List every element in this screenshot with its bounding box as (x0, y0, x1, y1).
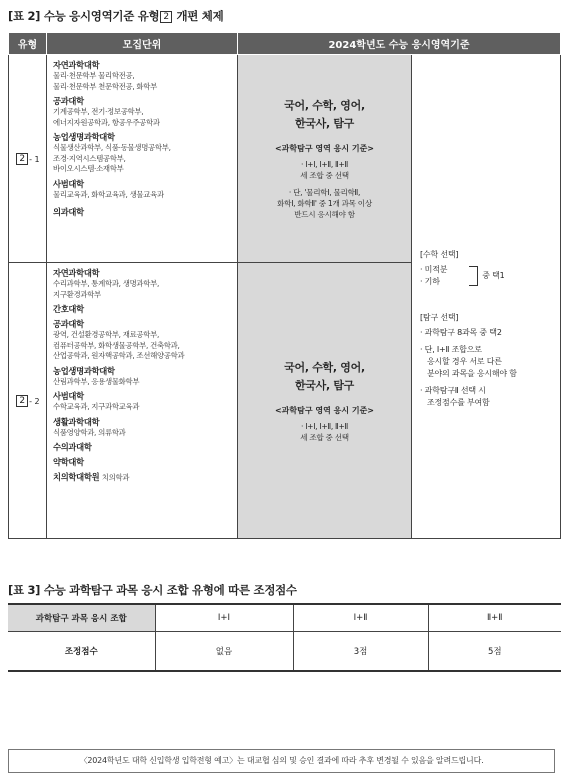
score-2-2: 5점 (428, 632, 561, 672)
subjects-line: 국어, 수학, 영어, (284, 360, 365, 374)
dept-line: 치의학과 (101, 473, 130, 482)
dept-line: 에너지자원공학과, 항공우주공학과 (53, 117, 160, 127)
dept-line: 지구환경과학부 (53, 289, 101, 299)
dept-line: 광역, 건설환경공학부, 재료공학부, (53, 330, 159, 339)
college-name: 의과대학 (53, 207, 84, 217)
header-combination: 과학탐구 과목 응시 조합 (8, 604, 155, 632)
criteria-2-1 (238, 55, 412, 263)
college-name: 사범대학 (53, 178, 84, 189)
table3-row (8, 632, 561, 672)
header-1-2: Ⅰ+Ⅱ (293, 604, 428, 632)
dept-line: 물리·천문학부 천문학전공, 화학부 (53, 81, 157, 91)
inquiry-bullet: · 단, Ⅰ+Ⅱ 조합으로 (420, 344, 482, 354)
college-name: 치의학대학원 (53, 472, 100, 482)
table3-header-row (8, 604, 561, 632)
boxed-number: 2 (16, 395, 28, 407)
college-name: 수의과대학 (53, 442, 92, 452)
dept-line: 산림과학부, 응용생물화학부 (53, 376, 140, 386)
header-type: 유형 (9, 33, 47, 55)
boxed-number: 2 (160, 11, 171, 23)
dept-line: 조경·지역시스템공학부, (53, 153, 126, 163)
math-selection-title: [수학 선택] (420, 249, 459, 259)
dept-line: 수학교육과, 지구과학교육과 (53, 402, 140, 411)
criteria-line: · Ⅰ+Ⅰ, Ⅰ+Ⅱ, Ⅱ+Ⅱ (300, 421, 348, 431)
boxed-number: 2 (16, 153, 28, 165)
table2 (8, 32, 561, 539)
math-option: · 미적분 (420, 264, 448, 274)
header-1-1: Ⅰ+Ⅰ (155, 604, 293, 632)
inquiry-bullet-cont: 분야의 과목을 응시해야 함 (427, 368, 517, 378)
criteria-line: 세 조합 중 선택 (300, 171, 349, 180)
header-units: 모집단위 (47, 33, 238, 55)
criteria-line: 세 조합 중 선택 (300, 432, 349, 442)
inquiry-bullet: · 과학탐구 8과목 중 택2 (420, 327, 502, 337)
dept-line: 바이오시스템·소재학부 (53, 164, 124, 173)
college-name: 생활과학대학 (53, 416, 100, 427)
notice-box: 〈2024학년도 대학 신입학생 입학전형 예고〉는 대교협 심의 및 승인 결과에 따라 추후 변경될 수 있음을 알려드립니다. (8, 749, 555, 773)
dept-line: 식품영양학과, 의류학과 (53, 427, 126, 437)
dept-line: 식물생산과학부, 식품·동물생명공학부, (53, 143, 171, 152)
math-option: · 기하 (420, 276, 440, 286)
college-name: 자연과학대학 (53, 268, 100, 278)
criteria-line: 화학Ⅰ, 화학Ⅱ' 중 1개 과목 이상 (277, 199, 372, 208)
criteria-2-2 (238, 263, 412, 539)
selection-info (412, 55, 561, 539)
table3 (8, 603, 561, 672)
dept-line: 컴퓨터공학부, 화학생물공학부, 건축학과, (53, 340, 180, 350)
bracket (469, 266, 478, 286)
math-choice: 중 택1 (482, 270, 505, 280)
table3-title: [표 3] 수능 과학탐구 과목 응시 조합 유형에 따른 조정점수 (8, 583, 297, 597)
subjects-line: 한국사, 탐구 (294, 117, 355, 130)
score-1-2: 3점 (293, 632, 428, 672)
college-name: 자연과학대학 (53, 60, 100, 70)
college-name: 공과대학 (53, 319, 84, 329)
criteria-line: · 단, '물리학Ⅰ, 물리학Ⅱ, (288, 188, 361, 197)
college-name: 사범대학 (53, 391, 84, 401)
inquiry-bullet-cont: 응시할 경우 서로 다른 (427, 356, 502, 366)
inquiry-selection-title: [탐구 선택] (420, 312, 459, 322)
type-2-1: 2 - 1 (9, 55, 47, 263)
college-name: 농업생명과학대학 (53, 365, 115, 376)
college-name: 농업생명과학대학 (53, 132, 115, 142)
type-2-2: 2 - 2 (9, 263, 47, 539)
dept-line: 물리·천문학부 물리학전공, (53, 71, 135, 80)
dept-line: 기계공학부, 전기·정보공학부, (53, 107, 144, 116)
criteria-line: 반드시 응시해야 함 (294, 210, 355, 219)
units-2-1 (47, 55, 238, 263)
college-name: 약학대학 (53, 457, 84, 467)
score-1-1: 없음 (155, 632, 293, 672)
table2-title: [표 2] 수능 응시영역기준 유형 2 개편 체제 (8, 9, 224, 23)
dept-line: 산업공학과, 원자핵공학과, 조선해양공학과 (53, 351, 185, 360)
college-name: 간호대학 (53, 304, 84, 314)
table2-row-1 (9, 55, 561, 263)
inquiry-bullet: · 과학탐구Ⅱ 선택 시 (420, 385, 486, 395)
criteria-title: <과학탐구 영역 응시 기준> (274, 405, 375, 415)
subjects-line: 국어, 수학, 영어, (284, 99, 365, 112)
inquiry-bullet-cont: 조정점수를 부여함 (427, 397, 490, 407)
table2-header-row (9, 33, 561, 55)
dept-line: 물리교육과, 화학교육과, 생물교육과 (53, 189, 164, 199)
college-name: 공과대학 (53, 96, 84, 106)
units-2-2 (47, 263, 238, 539)
subjects-line: 한국사, 탐구 (294, 378, 355, 392)
criteria-line: · Ⅰ+Ⅰ, Ⅰ+Ⅱ, Ⅱ+Ⅱ (300, 160, 348, 169)
dept-line: 수리과학부, 통계학과, 생명과학부, (53, 279, 159, 288)
row-label: 조정점수 (8, 632, 155, 672)
header-2-2: Ⅱ+Ⅱ (428, 604, 561, 632)
header-criteria: 2024학년도 수능 응시영역기준 (238, 33, 561, 55)
criteria-title: <과학탐구 영역 응시 기준> (274, 144, 375, 153)
